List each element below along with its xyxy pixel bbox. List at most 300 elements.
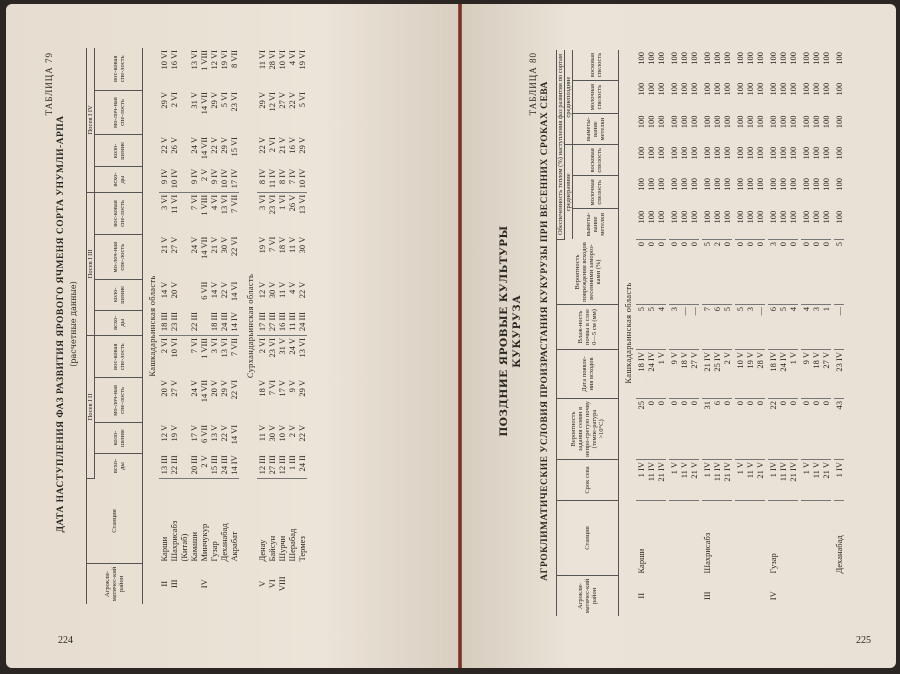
- damage-probability-cell: 0: [722, 240, 732, 305]
- heat-supply-cell: 100: [636, 177, 646, 191]
- heat-supply-cell: 100: [768, 82, 778, 96]
- heat-supply-cell: 100: [636, 52, 646, 65]
- date-cell: 21 V: [277, 137, 287, 154]
- date-cell: 19 VI: [297, 50, 307, 70]
- sowing-date-cell: 1 IV: [702, 460, 712, 501]
- heat-supply-cell: 100: [801, 52, 811, 65]
- date-cell: 6 VII: [199, 424, 209, 443]
- station-cell: Акрабат: [229, 531, 239, 562]
- left-page: [6, 4, 458, 668]
- date-cell: [179, 192, 189, 234]
- station-cell: Шахрисабз: [169, 520, 179, 562]
- heat-supply-cell: 100: [669, 146, 679, 160]
- station-cell: Шахрисабз: [702, 532, 712, 574]
- date-cell: 10 VI: [277, 50, 287, 70]
- col-mid-late: среднепоздние: [565, 50, 573, 145]
- section-subtitle: КУКУРУЗА: [512, 294, 523, 368]
- date-cell: [179, 453, 189, 478]
- region-heading: Кашкадарьинская область: [147, 275, 157, 377]
- date-cell: 17 V: [189, 424, 199, 442]
- date-cell: 30 V: [297, 236, 307, 254]
- heat-supply-cell: 100: [722, 52, 732, 65]
- heat-supply-cell: 100: [702, 146, 712, 160]
- date-cell: 14 VI: [229, 424, 239, 445]
- heat-supply-cell: 100: [712, 146, 722, 160]
- station-cell: Термез: [297, 536, 307, 562]
- damage-probability-cell: 0: [811, 240, 821, 305]
- date-cell: 20 V: [159, 379, 169, 397]
- agro-region-cell: [834, 576, 844, 617]
- station-cell: [689, 501, 699, 576]
- station-cell: [722, 501, 732, 576]
- station-cell: [778, 501, 788, 576]
- heat-supply-cell: 100: [679, 52, 689, 65]
- date-cell: 1 VI: [277, 194, 287, 210]
- date-cell: 24 III: [219, 453, 229, 478]
- date-cell: 9 IV: [189, 167, 199, 193]
- date-cell: 10 IV: [297, 167, 307, 193]
- col-soil-moisture: Влаж-ность почвы в слое 0—5 см (мм): [557, 305, 619, 350]
- date-cell: 23 III: [169, 310, 179, 336]
- date-cell: 10 V: [277, 424, 287, 442]
- table-row: [821, 50, 831, 616]
- table-row: [811, 50, 821, 616]
- sowing-date-cell: 1 IV: [636, 460, 646, 501]
- heat-supply-cell: 100: [834, 177, 844, 191]
- heat-supply-cell: 100: [722, 115, 732, 129]
- table-row: [689, 50, 699, 616]
- sowing-date-cell: 21 IV: [788, 460, 798, 501]
- sowing-date-cell: 11 V: [679, 460, 689, 501]
- station-cell: [745, 501, 755, 576]
- date-cell: 22 V: [209, 137, 219, 154]
- emergence-date-cell: 9 V: [669, 350, 679, 399]
- heat-supply-cell: 100: [636, 146, 646, 160]
- date-cell: 24 II: [297, 453, 307, 478]
- table-80: [556, 50, 847, 616]
- date-cell: 9 V: [287, 379, 297, 393]
- heat-supply-cell: 100: [788, 177, 798, 191]
- soil-moisture-cell: 7: [702, 305, 712, 350]
- emergence-date-cell: 2 V: [722, 350, 732, 399]
- soil-moisture-cell: 4: [801, 305, 811, 350]
- col-wax: восковая спелость: [573, 50, 619, 81]
- table-row: [788, 50, 798, 616]
- agro-region-cell: [712, 576, 722, 617]
- date-cell: 4 VI: [287, 50, 297, 66]
- date-cell: 3 VI: [209, 338, 219, 354]
- table-row: [712, 50, 722, 616]
- heat-supply-cell: 100: [646, 52, 656, 65]
- probability-cell: 0: [778, 399, 788, 460]
- heat-supply-cell: 100: [768, 209, 778, 240]
- agro-region-cell: [189, 564, 199, 605]
- agro-region-cell: [788, 576, 798, 617]
- date-cell: 20 V: [169, 281, 179, 299]
- table-row: [169, 48, 179, 604]
- heat-supply-cell: 100: [646, 146, 656, 160]
- date-cell: 29 V: [219, 379, 229, 397]
- agro-region-cell: [229, 564, 239, 605]
- heat-supply-cell: 100: [735, 177, 745, 191]
- date-cell: 14 VII: [199, 137, 209, 160]
- table-row: [257, 48, 267, 604]
- heat-supply-cell: 100: [689, 209, 699, 240]
- damage-probability-cell: 0: [636, 240, 646, 305]
- heat-supply-cell: 100: [689, 82, 699, 96]
- date-cell: 16 V: [287, 137, 297, 154]
- soil-moisture-cell: —: [834, 305, 844, 350]
- agro-region-cell: [722, 576, 732, 617]
- left-table-block: [42, 44, 458, 604]
- date-cell: 14 V: [209, 281, 219, 299]
- date-cell: 2 VI: [159, 338, 169, 354]
- date-cell: 27 III: [267, 453, 277, 478]
- col-station: Станция: [87, 479, 143, 564]
- probability-cell: 0: [801, 399, 811, 460]
- date-cell: 13 III: [159, 453, 169, 478]
- damage-probability-cell: 0: [679, 240, 689, 305]
- agro-region-cell: VI: [267, 579, 277, 589]
- soil-moisture-cell: 3: [811, 305, 821, 350]
- soil-moisture-cell: 1: [821, 305, 831, 350]
- date-cell: 12 V: [159, 424, 169, 442]
- col-mid-early: среднеранние: [565, 145, 573, 240]
- heat-supply-cell: 100: [834, 52, 844, 65]
- col-sowing-date: Срок сева: [557, 460, 619, 501]
- heat-supply-cell: 100: [702, 115, 712, 129]
- probability-cell: 43: [834, 399, 844, 460]
- page-number: 224: [58, 635, 73, 646]
- heat-supply-cell: 100: [636, 82, 646, 96]
- table-row: [755, 50, 765, 616]
- heat-supply-cell: 100: [788, 115, 798, 129]
- table-row: [287, 48, 297, 604]
- agro-region-cell: [287, 564, 297, 605]
- table-row: [267, 48, 277, 604]
- date-cell: 4 V: [287, 281, 297, 295]
- heat-supply-cell: 100: [702, 177, 712, 191]
- agro-region-cell: [801, 576, 811, 617]
- heat-supply-cell: 100: [745, 115, 755, 129]
- heat-supply-cell: 100: [811, 115, 821, 129]
- heat-supply-cell: 100: [834, 115, 844, 129]
- date-cell: 14 VII: [199, 92, 209, 115]
- table-row: [229, 48, 239, 604]
- heat-supply-cell: 100: [689, 115, 699, 129]
- date-cell: 24 V: [189, 379, 199, 397]
- date-cell: 29 V: [219, 137, 229, 154]
- emergence-date-cell: 9 V: [801, 350, 811, 399]
- date-cell: 8 IV: [277, 167, 287, 193]
- heat-supply-cell: 100: [722, 177, 732, 191]
- probability-cell: 0: [811, 399, 821, 460]
- heat-supply-cell: 100: [778, 177, 788, 191]
- date-cell: 24 V: [189, 137, 199, 154]
- agro-region-cell: [297, 564, 307, 605]
- heat-supply-cell: 100: [821, 209, 831, 240]
- heat-supply-cell: 100: [811, 177, 821, 191]
- soil-moisture-cell: —: [679, 305, 689, 350]
- date-cell: 7 VI: [267, 236, 277, 252]
- date-cell: 12 V: [257, 281, 267, 299]
- col-milk: мо-лоч-ная спе-лость: [95, 378, 143, 423]
- date-cell: 19 V: [169, 424, 179, 442]
- agro-region-cell: IV: [199, 579, 209, 589]
- table-row: [778, 50, 788, 616]
- date-cell: 31 V: [189, 92, 199, 109]
- heat-supply-cell: 100: [788, 209, 798, 240]
- date-cell: [179, 378, 189, 423]
- damage-probability-cell: 5: [834, 240, 844, 305]
- col-probability: Вероятность задания семян в непро-гретую почву (темпе-ратура >10°С): [557, 399, 619, 460]
- soil-moisture-cell: 5: [722, 305, 732, 350]
- date-cell: 21 V: [159, 236, 169, 254]
- col-wax: восковая спелость: [573, 145, 619, 176]
- damage-probability-cell: 0: [689, 240, 699, 305]
- row-spacer: [844, 50, 847, 616]
- damage-probability-cell: 0: [656, 240, 666, 305]
- sowing-date-cell: 21 V: [689, 460, 699, 501]
- agro-region-cell: V: [257, 580, 267, 587]
- sowing-date-cell: 1 V: [801, 460, 811, 501]
- heat-supply-cell: 100: [679, 115, 689, 129]
- col-milk: мо-лоч-ная спе-лость: [95, 90, 143, 135]
- emergence-date-cell: 23 IV: [834, 350, 844, 399]
- emergence-date-cell: 1 V: [788, 350, 798, 399]
- heat-supply-cell: 100: [656, 146, 666, 160]
- table-row: [219, 48, 229, 604]
- date-cell: 22 III: [169, 453, 179, 478]
- col-wax: вос-ковая спе-лость: [95, 336, 143, 378]
- date-cell: 5 VI: [219, 92, 229, 108]
- soil-moisture-cell: 3: [669, 305, 679, 350]
- date-cell: 21 V: [209, 236, 219, 254]
- date-cell: 14 IV: [229, 453, 239, 478]
- date-cell: 22 V: [297, 281, 307, 299]
- heat-supply-cell: 100: [679, 209, 689, 240]
- date-cell: 22 V: [219, 424, 229, 442]
- date-cell: 2 VI: [267, 137, 277, 153]
- table-row: [801, 50, 811, 616]
- heat-supply-cell: 100: [712, 115, 722, 129]
- damage-probability-cell: 2: [712, 240, 722, 305]
- damage-probability-cell: 0: [778, 240, 788, 305]
- date-cell: 2 VI: [257, 338, 267, 354]
- date-cell: 7 IV: [287, 167, 297, 193]
- sowing-date-cell: 11 IV: [712, 460, 722, 501]
- table-79-body-kashkadarya: [143, 48, 240, 604]
- heat-supply-cell: 100: [834, 82, 844, 96]
- date-cell: 7 VII: [229, 194, 239, 213]
- heat-supply-cell: 100: [679, 177, 689, 191]
- heat-supply-cell: 100: [656, 52, 666, 65]
- heat-supply-cell: 100: [712, 52, 722, 65]
- col-milk: мо-лоч-ная спе-лость: [95, 235, 143, 280]
- station-cell: [679, 501, 689, 576]
- date-cell: 8 VII: [229, 50, 239, 69]
- col-agro-region: Агрокли-матичес-кий район: [87, 564, 143, 605]
- damage-probability-cell: 5: [702, 240, 712, 305]
- heat-supply-cell: 100: [768, 115, 778, 129]
- agro-region-cell: [656, 576, 666, 617]
- heat-supply-cell: 100: [656, 209, 666, 240]
- col-heading: коло-шение: [95, 135, 143, 167]
- station-cell: [801, 501, 811, 576]
- heat-supply-cell: 100: [778, 209, 788, 240]
- date-cell: 14 VI: [229, 281, 239, 302]
- right-table-block: [498, 46, 896, 616]
- heat-supply-cell: 100: [801, 177, 811, 191]
- date-cell: 22 V: [219, 281, 229, 299]
- date-cell: 22 V: [287, 92, 297, 109]
- sowing-date-cell: 21 IV: [722, 460, 732, 501]
- date-cell: 18 III: [209, 310, 219, 336]
- col-heading: коло-шение: [95, 280, 143, 310]
- heat-supply-cell: 100: [669, 209, 679, 240]
- heat-supply-cell: 100: [679, 146, 689, 160]
- col-sowing-2: Посев I III: [87, 192, 95, 335]
- probability-cell: 0: [722, 399, 732, 460]
- heat-supply-cell: 100: [745, 209, 755, 240]
- agro-region-cell: [735, 576, 745, 617]
- col-milk: молочная спелость: [573, 81, 619, 114]
- emergence-date-cell: 28 V: [755, 350, 765, 399]
- agro-region-cell: [669, 576, 679, 617]
- soil-moisture-cell: 5: [636, 305, 646, 350]
- col-heading: коло-шение: [95, 423, 143, 453]
- emergence-date-cell: 1 V: [656, 350, 666, 399]
- soil-moisture-cell: 4: [656, 305, 666, 350]
- heat-supply-cell: 100: [788, 52, 798, 65]
- date-cell: 18 V: [257, 379, 267, 397]
- date-cell: 13 VI: [189, 50, 199, 70]
- emergence-date-cell: 18 IV: [768, 350, 778, 399]
- table-row: [646, 50, 656, 616]
- probability-cell: 0: [821, 399, 831, 460]
- station-cell: [788, 501, 798, 576]
- date-cell: 14 VII: [199, 236, 209, 259]
- sowing-date-cell: 11 IV: [646, 460, 656, 501]
- heat-supply-cell: 100: [821, 146, 831, 160]
- heat-supply-cell: 100: [755, 82, 765, 96]
- table-row: [199, 48, 209, 604]
- agro-region-cell: [219, 564, 229, 605]
- heat-supply-cell: 100: [656, 82, 666, 96]
- heat-supply-cell: 100: [669, 82, 679, 96]
- date-cell: 9 IV: [159, 167, 169, 193]
- station-cell: Деханабад: [219, 523, 229, 562]
- heat-supply-cell: 100: [722, 82, 732, 96]
- heat-supply-cell: 100: [689, 146, 699, 160]
- table-79-body-surkhandarya: [239, 48, 307, 604]
- date-cell: [199, 310, 209, 336]
- date-cell: 12 VI: [267, 92, 277, 112]
- date-cell: [179, 90, 189, 135]
- date-cell: 29 V: [209, 92, 219, 109]
- date-cell: 4 VI: [209, 194, 219, 210]
- station-cell: Денау: [257, 539, 267, 562]
- date-cell: [189, 280, 199, 310]
- emergence-date-cell: 24 IV: [646, 350, 656, 399]
- col-agro-region: Агрокли-матичес-кий район: [557, 576, 619, 617]
- date-cell: 18 III: [159, 310, 169, 336]
- right-page: [462, 4, 896, 668]
- col-tasseling: выметы-вание метелки: [573, 114, 619, 145]
- agro-region-cell: II: [159, 580, 169, 587]
- sowing-date-cell: 1 V: [669, 460, 679, 501]
- date-cell: 11 VI: [257, 50, 267, 70]
- station-cell: Карши: [159, 536, 169, 562]
- table-row: [209, 48, 219, 604]
- station-cell: [821, 501, 831, 576]
- heat-supply-cell: 100: [821, 115, 831, 129]
- date-cell: 22 V: [257, 137, 267, 154]
- heat-supply-cell: 100: [801, 115, 811, 129]
- heat-supply-cell: 100: [646, 82, 656, 96]
- date-cell: 26 V: [169, 137, 179, 154]
- heat-supply-cell: 100: [669, 115, 679, 129]
- probability-cell: 0: [656, 399, 666, 460]
- date-cell: 7 VI: [189, 194, 199, 210]
- heat-supply-cell: 100: [811, 52, 821, 65]
- table-80-header: [557, 50, 619, 616]
- date-cell: 19 VI: [219, 50, 229, 70]
- col-wax: вос-ковая спе-лость: [95, 192, 143, 234]
- agro-region-cell: III: [169, 579, 179, 588]
- heat-supply-cell: 100: [689, 177, 699, 191]
- heat-supply-cell: 100: [811, 82, 821, 96]
- agro-region-cell: [679, 576, 689, 617]
- soil-moisture-cell: 3: [745, 305, 755, 350]
- heat-supply-cell: 100: [712, 177, 722, 191]
- sowing-date-cell: 11 IV: [778, 460, 788, 501]
- probability-cell: 6: [712, 399, 722, 460]
- damage-probability-cell: 0: [821, 240, 831, 305]
- heat-supply-cell: 100: [679, 82, 689, 96]
- sowing-date-cell: 1 IV: [768, 460, 778, 501]
- date-cell: 22 V: [297, 424, 307, 442]
- date-cell: 24 III: [219, 310, 229, 336]
- station-cell: [669, 501, 679, 576]
- heat-supply-cell: 100: [778, 115, 788, 129]
- date-cell: [179, 135, 189, 167]
- soil-moisture-cell: 6: [712, 305, 722, 350]
- probability-cell: 0: [669, 399, 679, 460]
- heat-supply-cell: 100: [722, 209, 732, 240]
- table-row: [735, 50, 745, 616]
- station-cell: [811, 501, 821, 576]
- damage-probability-cell: 0: [669, 240, 679, 305]
- table-79: [86, 48, 307, 604]
- date-cell: 1 VIII: [199, 194, 209, 216]
- heat-supply-cell: 100: [755, 52, 765, 65]
- station-cell: Гузар: [209, 541, 219, 562]
- table-row: [669, 50, 679, 616]
- table-title: ДАТА НАСТУПЛЕНИЯ ФАЗ РАЗВИТИЯ ЯРОВОГО ЯЧМЕНЯ СОРТА УНУМЛИ-АРПА: [56, 115, 66, 533]
- date-cell: 12 III: [257, 453, 267, 478]
- date-cell: 23 VI: [229, 92, 239, 112]
- date-cell: 19 V: [257, 236, 267, 254]
- date-cell: 20 III: [189, 453, 199, 478]
- date-cell: 8 IV: [257, 167, 267, 193]
- table-number: ТАБЛИЦА 79: [44, 52, 54, 116]
- heat-supply-cell: 100: [636, 115, 646, 129]
- col-emergence: Дата появле-ния всходов: [557, 350, 619, 399]
- damage-probability-cell: 0: [745, 240, 755, 305]
- date-cell: 13 VI: [219, 338, 229, 358]
- col-shoots: всхо-ды: [95, 167, 143, 193]
